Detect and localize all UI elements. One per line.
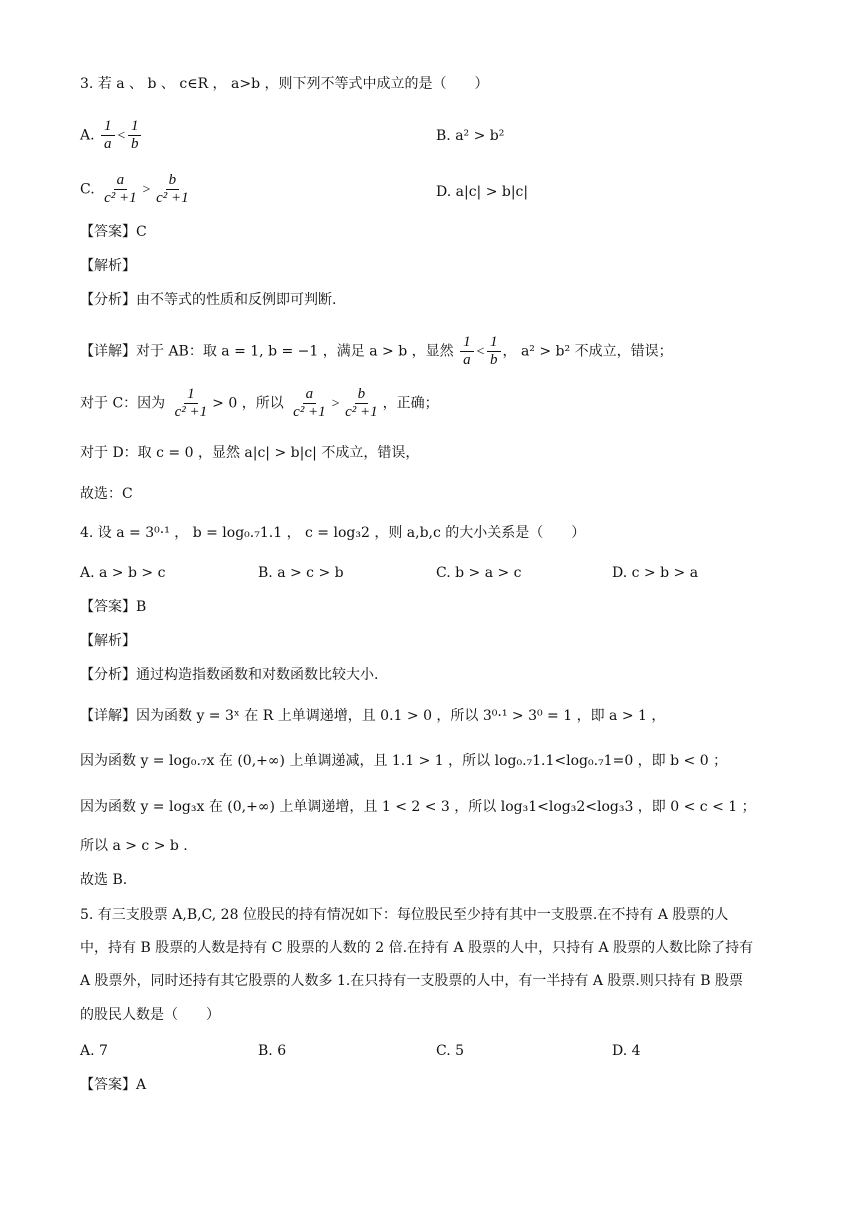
q4-option-b: B. a > c > b bbox=[258, 565, 344, 581]
q3-detail-2: 对于 C：因为 $\frac{1}{\text{c² +1}}$ > 0 ，所以 $\frac{a}{\text{c² +1}}$ > $\frac{b}{\text{c² +1}}$ ，正确； bbox=[80, 386, 439, 420]
q4-option-d: D. c > b > a bbox=[612, 565, 699, 581]
fraction: $\frac{b}{\text{c² +1}}$ bbox=[345, 386, 378, 420]
q3-conclusion: 故选：C bbox=[80, 486, 133, 502]
q3-option-a: A. $\frac{1}{a}$ < $\frac{1}{b}$ bbox=[80, 118, 143, 153]
q5-line-4: 的股民人数是（ ） bbox=[80, 1007, 220, 1023]
q3-option-c: C. $\frac{a}{\text{c² +1}}$ > $\frac{b}{\text{c² +1}}$ bbox=[80, 172, 194, 207]
q5-option-a: A. 7 bbox=[80, 1043, 108, 1059]
q3-answer: 【答案】C bbox=[80, 224, 147, 240]
q4-option-c: C. b > a > c bbox=[436, 565, 522, 581]
q4-detail-4: 所以 a > c > b . bbox=[80, 838, 188, 854]
q4-option-a: A. a > b > c bbox=[80, 565, 166, 581]
q3-fenxi: 【分析】由不等式的性质和反例即可判断. bbox=[80, 292, 337, 308]
fraction: $\frac{a}{\text{c² +1}}$ bbox=[104, 172, 137, 206]
fraction: $\frac{1}{b}$ bbox=[487, 334, 501, 369]
q3-analysis: 【解析】 bbox=[80, 258, 136, 274]
q3-detail-1: 【详解】对于 AB：取 a = 1, b = −1 ，满足 a > b ，显然 $\frac{1}{a}$ < $\frac{1}{b}$ ， a² > b² 不成立，错误； bbox=[80, 334, 673, 368]
q5-option-c: C. 5 bbox=[436, 1043, 465, 1059]
fraction: $\frac{b}{\text{c² +1}}$ bbox=[156, 172, 189, 206]
fraction: $\frac{1}{b}$ bbox=[128, 118, 142, 153]
q5-answer: 【答案】A bbox=[80, 1077, 147, 1093]
q4-conclusion: 故选 B. bbox=[80, 872, 128, 888]
q3-option-b: B. a² > b² bbox=[436, 128, 505, 144]
fraction: $\frac{1}{a}$ bbox=[101, 118, 115, 153]
q4-detail-3: 因为函数 y = log₃x 在 (0,+∞) 上单调递增，且 1 < 2 < 3 ，所以 log₃1<log₃2<log₃3 ，即 0 < c < 1 ； bbox=[80, 799, 756, 815]
q4-fenxi: 【分析】通过构造指数函数和对数函数比较大小. bbox=[80, 667, 379, 683]
q4-analysis: 【解析】 bbox=[80, 633, 136, 649]
q3-option-d: D. a|c| > b|c| bbox=[436, 184, 529, 200]
q3-detail-3: 对于 D：取 c = 0 ，显然 a|c| > b|c| 不成立，错误， bbox=[80, 445, 420, 461]
q4-detail-1: 【详解】因为函数 y = 3ˣ 在 R 上单调递增，且 0.1 > 0 ，所以 3⁰·¹ > 3⁰ = 1 ，即 a > 1 ， bbox=[80, 708, 666, 724]
q5-option-b: B. 6 bbox=[258, 1043, 287, 1059]
q3-stem: 3. 若 a 、 b 、 c∈R ， a>b ，则下列不等式中成立的是（ ） bbox=[80, 76, 489, 92]
q5-line-1: 5. 有三支股票 A,B,C, 28 位股民的持有情况如下：每位股民至少持有其中一支股票.在不持有 A 股票的人 bbox=[80, 907, 729, 923]
q4-stem: 4. 设 a = 3⁰·¹ ， b = log₀.₇1.1 ， c = log₃2 ，则 a,b,c 的大小关系是（ ） bbox=[80, 525, 586, 541]
q4-answer: 【答案】B bbox=[80, 599, 147, 615]
q4-detail-2: 因为函数 y = log₀.₇x 在 (0,+∞) 上单调递减，且 1.1 > 1 ，所以 log₀.₇1.1<log₀.₇1=0 ，即 b < 0 ； bbox=[80, 753, 728, 769]
fraction: $\frac{a}{\text{c² +1}}$ bbox=[293, 386, 326, 420]
q5-option-d: D. 4 bbox=[612, 1043, 641, 1059]
q5-line-2: 中，持有 B 股票的人数是持有 C 股票的人数的 2 倍.在持有 A 股票的人中，只持有 A 股票的人数比除了持有 bbox=[80, 940, 754, 956]
fraction: $\frac{1}{\text{c² +1}}$ bbox=[174, 386, 208, 420]
fraction: $\frac{1}{a}$ bbox=[460, 334, 474, 369]
q5-line-3: A 股票外，同时还持有其它股票的人数多 1.在只持有一支股票的人中，有一半持有 A 股票.则只持有 B 股票 bbox=[80, 973, 744, 989]
